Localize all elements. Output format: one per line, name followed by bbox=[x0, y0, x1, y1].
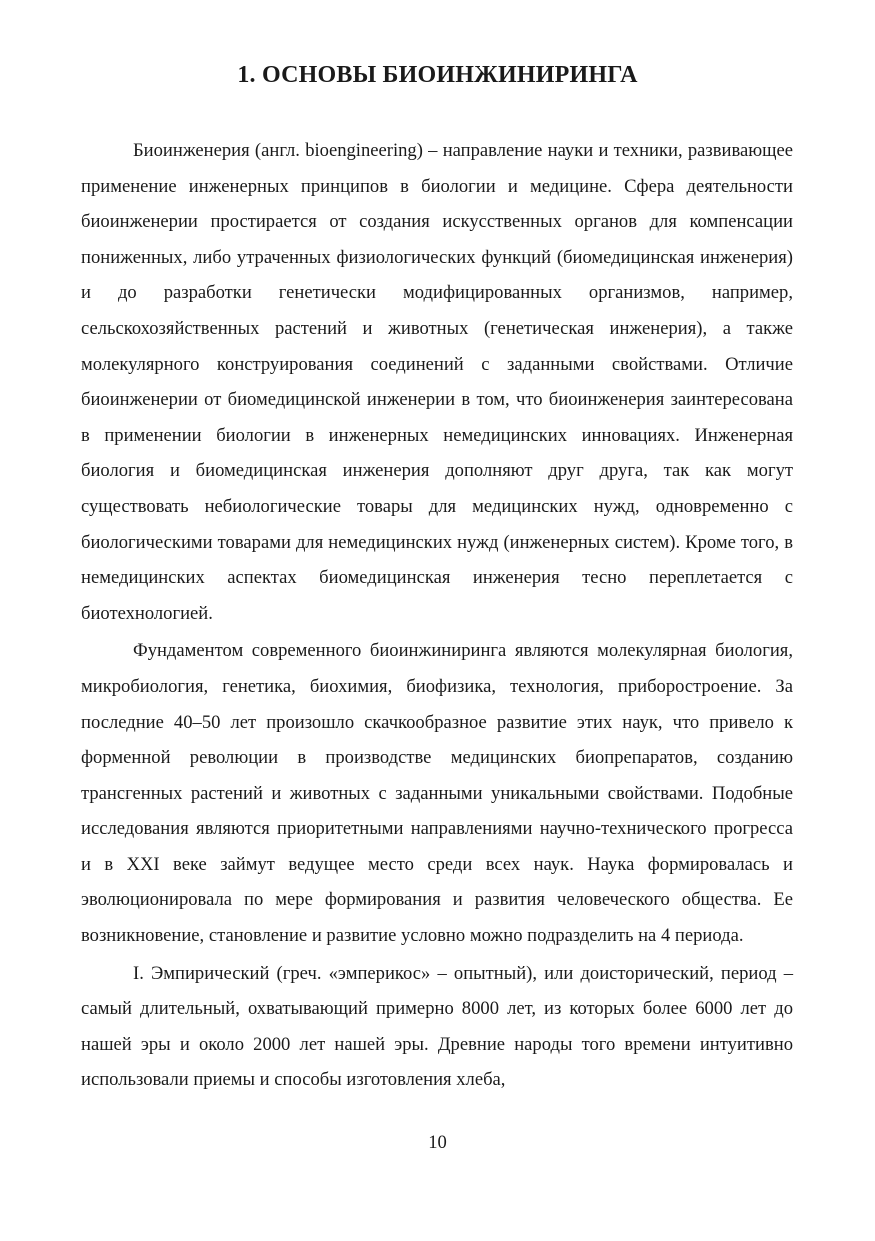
chapter-heading: 1. ОСНОВЫ БИОИНЖИНИРИНГА bbox=[237, 62, 638, 88]
page-number: 10 bbox=[428, 1132, 447, 1153]
paragraph-foundations: Фундаментом современного биоинжиниринга являются молекулярная биология, микробиология, генетика, биохимия, биофизика, технология, приборостроение. За последние 40–50 лет произошло скачкообразное развитие этих наук, что привело к форменной революции в производстве медицинских биопрепаратов, созданию трансгенных растений и животных с заданными уникальными свойствами. Подобные исследования являются приоритетными направлениями научно-технического прогресса и в XXI веке займут ведущее место среди всех наук. Наука формировалась и эволюционировала по мере формирования и развития человеческого общества. Ее возникновение, становление и развитие условно можно подразделить на 4 периода. bbox=[81, 640, 793, 947]
body-text bbox=[81, 133, 793, 1098]
paragraph-empirical-period: I. Эмпирический (греч. «эмперикос» – опытный), или доисторический, период – самый длительный, охватывающий примерно 8000 лет, из которых более 6000 лет до нашей эры и около 2000 лет нашей эры. Древние народы того времени интуитивно использовали приемы и способы изготовления хлеба, bbox=[81, 962, 793, 1091]
paragraph-bioengineering-definition: Биоинженерия (англ. bioengineering) – направление науки и техники, развивающее применение инженерных принципов в биологии и медицине. Сфера деятельности биоинженерии простирается от создания искусственных органов для компенсации пониженных, либо утраченных физиологических функций (биомедицинская инженерия) и до разработки генетически модифицированных организмов, например, сельскохозяйственных растений и животных (генетическая инженерия), а также молекулярного конструирования соединений с заданными свойствами. Отличие биоинженерии от биомедицинской инженерии в том, что биоинженерия заинтересована в применении биологии в инженерных немедицинских инновациях. Инженерная биология и биомедицинская инженерия дополняют друг друга, так как могут существовать небиологические товары для медицинских нужд, одновременно с биологическими товарами для немедицинских нужд (инженерных систем). Кроме того, в немедицинских аспектах биомедицинская инженерия тесно переплетается с биотехнологией. bbox=[81, 140, 793, 624]
